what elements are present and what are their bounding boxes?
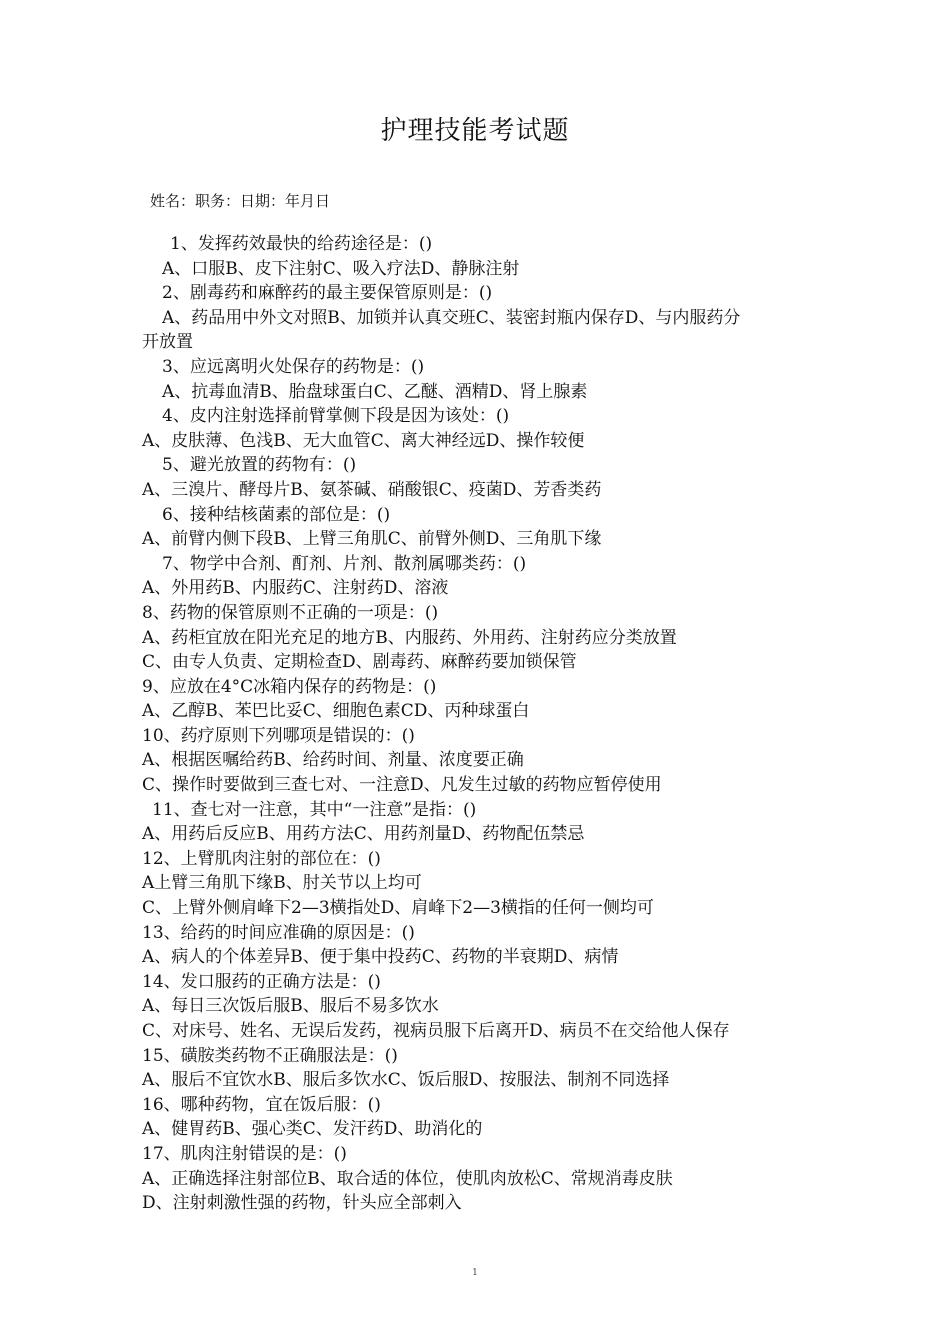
question-line: 3、应远离明火处保存的药物是：(): [162, 356, 425, 377]
question-line: 7、物学中合剂、酊剂、片剂、散剂属哪类药：(): [162, 553, 527, 574]
question-line: 2、剧毒药和麻醉药的最主要保管原则是：(): [162, 283, 493, 304]
option-line: 开放置: [142, 332, 193, 353]
option-line: C、由专人负责、定期检查D、剧毒药、麻醉药要加锁保管: [142, 652, 577, 673]
question-list: [142, 232, 822, 1216]
question-line: 16、哪种药物，宜在饭后服：(): [142, 1094, 381, 1115]
option-line: A上臂三角肌下缘B、肘关节以上均可: [142, 873, 422, 894]
option-line: A、前臂内侧下段B、上臂三角肌C、前臂外侧D、三角肌下缘: [142, 529, 602, 550]
option-line: A、正确选择注射部位B、取合适的体位，使肌肉放松C、常规消毒皮肤: [142, 1168, 673, 1189]
option-line: A、乙醇B、苯巴比妥C、细胞色素CD、丙种球蛋白: [142, 701, 530, 722]
option-line: A、服后不宜饮水B、服后多饮水C、饭后服D、按服法、制剂不同选择: [142, 1070, 670, 1091]
option-line: A、用药后反应B、用药方法C、用药剂量D、药物配伍禁忌: [142, 824, 585, 845]
option-line: A、皮肤薄、色浅B、无大血管C、离大神经远D、操作较便: [142, 430, 585, 451]
question-line: 12、上臂肌肉注射的部位在：(): [142, 848, 381, 869]
question-line: 14、发口服药的正确方法是：(): [142, 971, 381, 992]
question-line: 1、发挥药效最快的给药途径是：(): [170, 234, 433, 254]
option-line: C、对床号、姓名、无误后发药，视病员服下后离开D、病员不在交给他人保存: [142, 1021, 730, 1041]
option-line: D、注射刺激性强的药物，针头应全部刺入: [142, 1193, 462, 1214]
page-number: 1: [472, 1268, 478, 1278]
option-line: A、根据医嘱给药B、给药时间、剂量、浓度要正确: [142, 750, 524, 771]
document-title: 护理技能考试题: [380, 116, 570, 146]
question-line: 6、接种结核菌素的部位是：(): [162, 504, 391, 525]
option-line: C、上臂外侧肩峰下2—3横指处D、肩峰下2—3横指的任何一侧均可: [142, 898, 654, 919]
question-line: 5、避光放置的药物有：(): [162, 455, 357, 476]
question-line: 13、给药的时间应准确的原因是：(): [142, 922, 415, 943]
option-line: A、三溴片、酵母片B、氨茶碱、硝酸银C、疫菌D、芳香类药: [142, 479, 602, 500]
question-line: 17、肌肉注射错误的是：(): [142, 1143, 347, 1164]
question-line: 4、皮内注射选择前臂掌侧下段是因为该处：(): [162, 406, 510, 427]
option-line: A、抗毒血清B、胎盘球蛋白C、乙醚、酒精D、肾上腺素: [162, 381, 588, 402]
question-line: 11、查七对一注意，其中“一注意”是指：(): [152, 799, 477, 820]
option-line: A、口服B、皮下注射C、吸入疗法D、静脉注射: [162, 258, 520, 279]
info-line: 姓名：职务：日期：年月日: [150, 192, 331, 210]
question-line: 9、应放在4°C冰箱内保存的药物是：(): [142, 676, 437, 697]
option-line: A、外用药B、内服药C、注射药D、溶液: [142, 578, 449, 599]
question-line: 15、磺胺类药物不正确服法是：(): [142, 1045, 398, 1066]
option-line: A、健胃药B、强心类C、发汗药D、助消化的: [142, 1119, 483, 1140]
option-line: A、每日三次饭后服B、服后不易多饮水: [142, 996, 439, 1017]
option-line: C、操作时要做到三查七对、一注意D、凡发生过敏的药物应暂停使用: [142, 775, 662, 796]
option-line: A、药柜宜放在阳光充足的地方B、内服药、外用药、注射药应分类放置: [142, 627, 677, 648]
option-line: A、药品用中外文对照B、加锁并认真交班C、装密封瓶内保存D、与内服药分: [162, 307, 741, 328]
question-line: 10、药疗原则下列哪项是错误的：(): [142, 725, 415, 746]
question-line: 8、药物的保管原则不正确的一项是：(): [142, 602, 439, 623]
option-line: A、病人的个体差异B、便于集中投药C、药物的半衰期D、病情: [142, 947, 619, 968]
